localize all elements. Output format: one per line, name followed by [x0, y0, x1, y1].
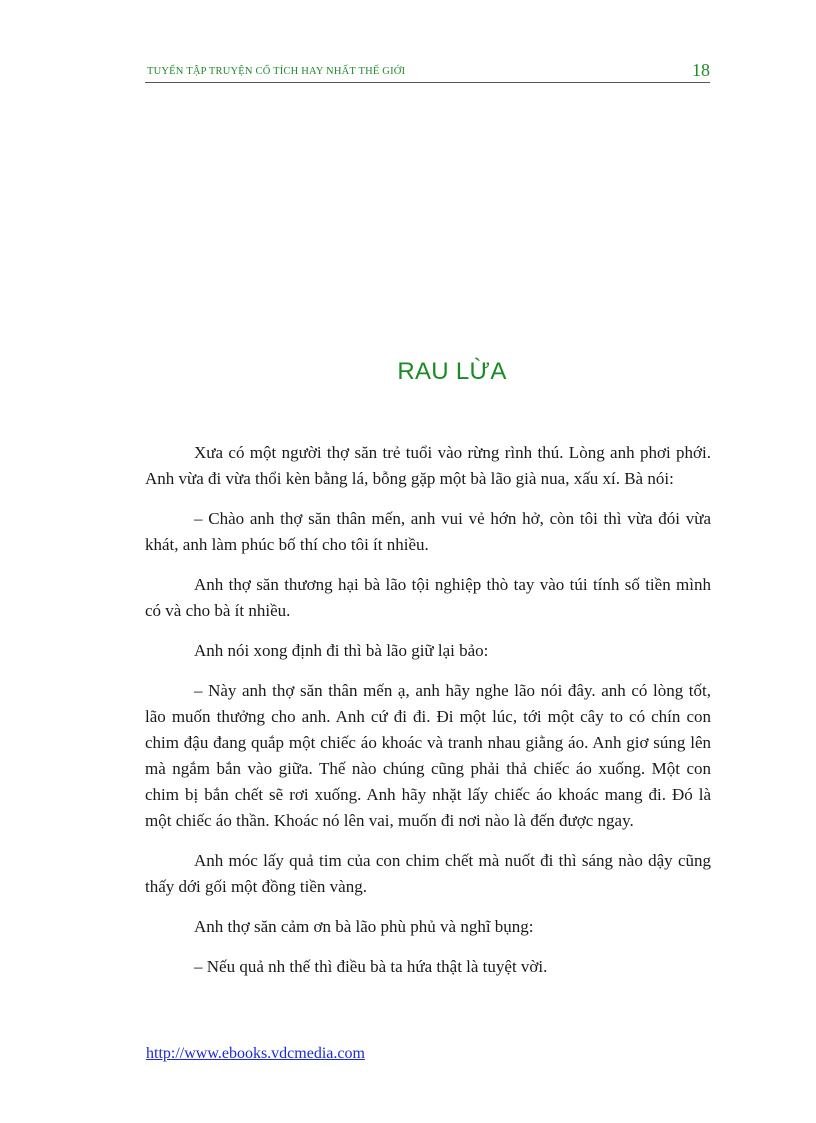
paragraph: Anh nói xong định đi thì bà lão giữ lại bảo:: [194, 641, 489, 660]
paragraph: Anh thợ săn cảm ơn bà lão phù phủ và nghĩ bụng:: [194, 917, 534, 936]
story-body: [145, 440, 711, 994]
paragraph: – Chào anh thợ săn thân mến, anh vui vẻ hớn hở, còn tôi thì vừa đói vừa khát, anh làm phúc bố thí cho tôi ít nhiều.: [145, 509, 711, 554]
paragraph: Anh thợ săn thương hại bà lão tội nghiệp thò tay vào túi tính số tiền mình có và cho bà ít nhiều.: [145, 575, 711, 620]
paragraph: Anh móc lấy quả tim của con chim chết mà nuốt đi thì sáng nào dậy cũng thấy dới gối một đồng tiền vàng.: [145, 851, 711, 896]
page-header: [145, 60, 710, 83]
paragraph: – Nếu quả nh thế thì điều bà ta hứa thật là tuyệt vời.: [194, 957, 548, 976]
paragraph: Xưa có một người thợ săn trẻ tuổi vào rừng rình thú. Lòng anh phơi phới. Anh vừa đi vừa thổi kèn bằng lá, bỗng gặp một bà lão già nua, xấu xí. Bà nói:: [145, 443, 711, 488]
page-number: 18: [692, 60, 710, 80]
book-title: TUYỂN TẬP TRUYỆN CỔ TÍCH HAY NHẤT THẾ GIỚI: [147, 66, 406, 77]
story-title: RAU LỪA: [397, 358, 507, 385]
footer-link[interactable]: http://www.ebooks.vdcmedia.com: [146, 1045, 365, 1062]
paragraph: – Này anh thợ săn thân mến ạ, anh hãy nghe lão nói đây. anh có lòng tốt, lão muốn thưởng cho anh. Anh cứ đi đi. Đi một lúc, tới một cây to có chín con chim đậu đang quắp một chiếc áo khoác và tranh nhau giằng áo. Anh giơ súng lên mà ngắm bắn vào giữa. Thế nào chúng cũng phải thả chiếc áo xuống. Một con chim bị bắn chết sẽ rơi xuống. Anh hãy nhặt lấy chiếc áo khoác mang đi. Đó là một chiếc áo thần. Khoác nó lên vai, muốn đi nơi nào là đến được ngay.: [145, 681, 711, 830]
